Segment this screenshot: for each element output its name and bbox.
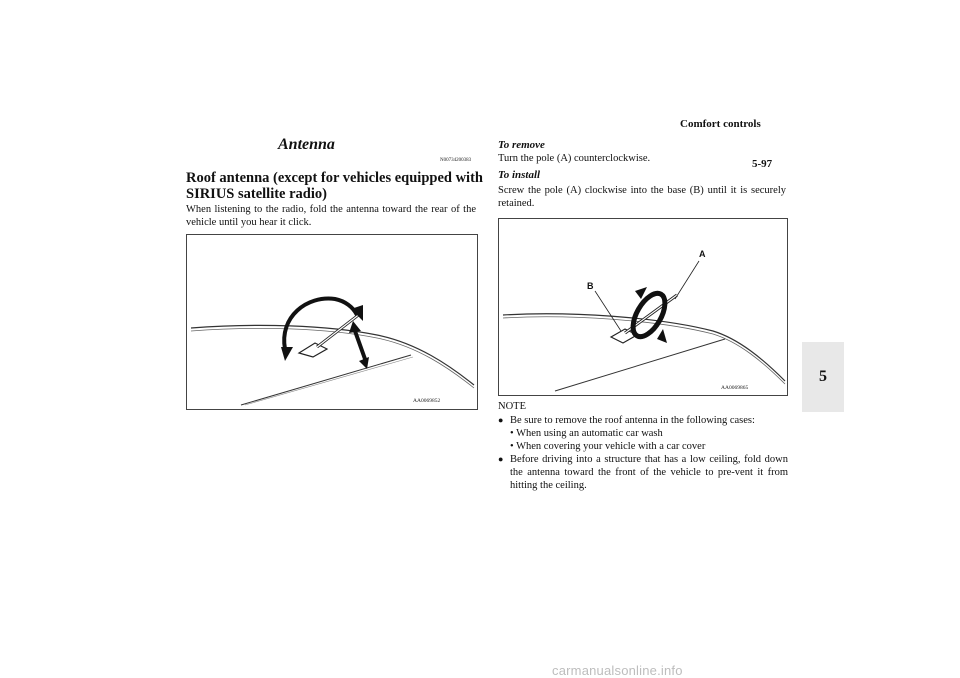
note-item-text: Before driving into a structure that has a low ceiling, fold down the antenna toward the front of the vehicle to pre-vent it from hitting the ceiling. (510, 454, 788, 491)
chapter-tab (802, 342, 844, 412)
note-label: NOTE (498, 401, 526, 412)
note-item-text: Be sure to remove the roof antenna in the following cases: (510, 415, 755, 426)
fold-antenna-illustration (187, 235, 477, 409)
install-instructions: Screw the pole (A) clockwise into the base (B) until it is securely retained. (498, 185, 786, 209)
figure-code: AA0069852 (413, 398, 441, 404)
figure-code: AA0069865 (721, 385, 749, 391)
note-subitem: • When using an automatic car wash (510, 428, 663, 439)
page-number: 5-97 (752, 158, 773, 170)
note-item (498, 453, 788, 492)
remove-heading: To remove (498, 139, 545, 151)
install-antenna-figure (498, 218, 788, 396)
watermark: carmanualsonline.info (552, 663, 683, 678)
note-subitem: • When covering your vehicle with a car cover (510, 441, 706, 452)
roof-antenna-instructions: When listening to the radio, fold the antenna toward the rear of the vehicle until you hear it click. (186, 204, 476, 228)
roof-antenna-heading: Roof antenna (except for vehicles equipped with SIRIUS satellite radio) (186, 170, 483, 202)
chapter-number: 5 (819, 368, 827, 385)
running-header: Comfort controls (680, 118, 761, 130)
install-heading: To install (498, 169, 541, 181)
reference-code: N00734200383 (440, 158, 472, 163)
label-a: A (699, 249, 706, 259)
fold-antenna-figure (186, 234, 478, 410)
remove-instructions: Turn the pole (A) counterclockwise. (498, 153, 651, 164)
note-list (498, 414, 788, 492)
label-b: B (587, 281, 594, 291)
section-title: Antenna (278, 136, 335, 153)
note-item (498, 414, 788, 427)
install-antenna-illustration (499, 219, 787, 395)
bullet-icon: ● (498, 415, 504, 425)
bullet-icon: ● (498, 454, 504, 464)
